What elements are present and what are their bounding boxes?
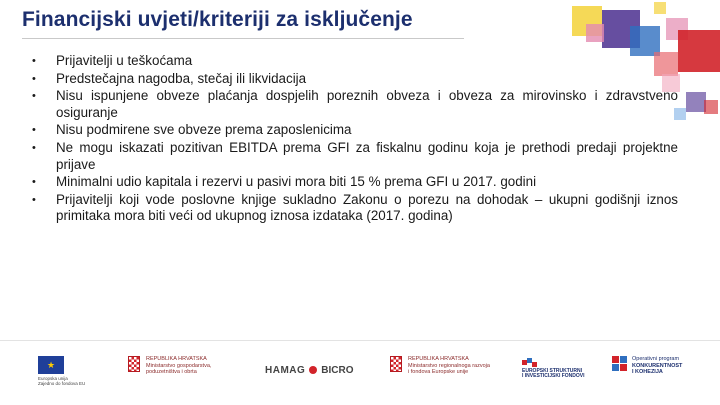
ministry-economy-logo: REPUBLIKA HRVATSKA Ministarstvo gospodarstva, poduzetništva i obrta <box>128 356 256 376</box>
deco-square-blue <box>630 26 660 56</box>
hamag-logo-text: HAMAG <box>265 364 306 376</box>
list-item: • Predstečajna nagodba, stečaj ili likvidacija <box>32 70 307 86</box>
title-divider <box>22 38 464 39</box>
list-item: • Prijavitelji koji vode poslovne knjige sukladno Zakonu o porezu na dohodak – ukupni godišnji iznos primitaka mora biti veći od ukupnog iznosa izdataka (2017. godina) <box>32 191 678 224</box>
list-item: • Nisu ispunjene obveze plaćanja dospjelih poreznih obveza i obveza za mirovinsko i zdravstveno osiguranje <box>32 88 678 120</box>
deco-square-red-small <box>704 100 718 114</box>
list-item: • Minimalni udio kapitala i rezervi u pasivi mora biti 15 % prema GFI u 2017. godini <box>32 174 537 190</box>
slide-title: Financijski uvjeti/kriteriji za isključenje <box>22 8 413 31</box>
esif-logo: EUROPSKI STRUKTURNI I INVESTICIJSKI FONDOVI <box>522 358 604 379</box>
croatian-coat-of-arms-icon <box>390 356 402 372</box>
esif-mark-icon <box>522 358 538 368</box>
criteria-list <box>28 53 678 225</box>
ministry-regional-logo: REPUBLIKA HRVATSKA Ministarstvo regionalnoga razvoja i fondova Europske unije <box>390 356 512 376</box>
croatian-coat-of-arms-icon <box>128 356 140 372</box>
list-item: • Prijavitelji u teškoćama <box>32 53 193 68</box>
deco-square-purple-small <box>686 92 706 112</box>
deco-square-yellow-small <box>654 2 666 14</box>
deco-square-red <box>678 30 720 72</box>
eu-logo: ★ Europska unija Zajedno do fondova EU <box>38 356 90 386</box>
bicro-logo-text: BICRO <box>321 364 354 376</box>
hamag-bicro-logo <box>265 366 365 374</box>
deco-square-pink <box>586 24 604 42</box>
eu-flag-icon: ★ <box>38 356 64 374</box>
footer-divider <box>0 340 720 341</box>
op-competitiveness-logo: Operativni program KONKURENTNOST I KOHEZIJA <box>612 356 702 376</box>
hamag-mark-icon <box>309 366 317 374</box>
list-item: • Nisu podmirene sve obveze prema zaposlenicima <box>32 122 352 138</box>
op-mark-icon <box>612 356 628 374</box>
list-item: • Ne mogu iskazati pozitivan EBITDA prema GFI za fiskalnu godinu koja je prethodi predaji projektne prijave <box>32 139 678 172</box>
